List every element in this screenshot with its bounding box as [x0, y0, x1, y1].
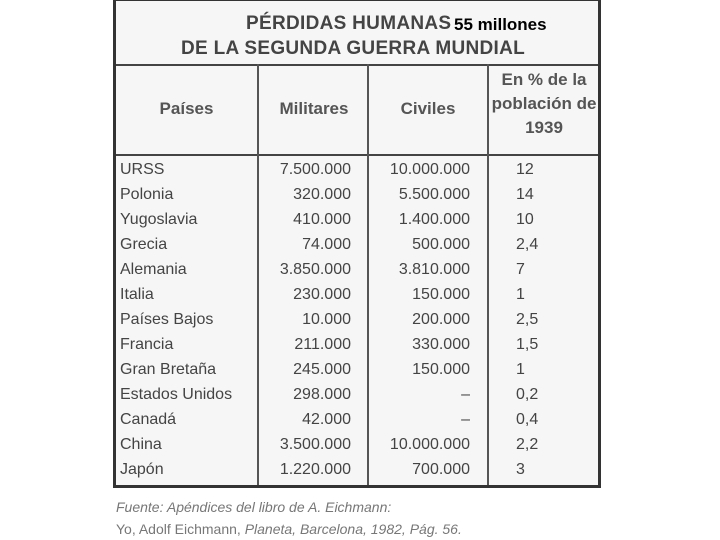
cell-country: China: [120, 436, 162, 453]
cell-country: Grecia: [120, 236, 168, 253]
cell-military: 230.000: [293, 286, 351, 303]
cell-percent: 7: [516, 261, 525, 278]
table-row: [116, 411, 598, 436]
cell-military: 410.000: [293, 211, 351, 228]
cell-percent: 0,4: [516, 411, 539, 428]
cell-civilian: 150.000: [412, 286, 470, 303]
cell-percent: 2,5: [516, 311, 539, 328]
cell-military: 245.000: [293, 361, 351, 378]
cell-percent: 1,5: [516, 336, 539, 353]
cell-military: 1.220.000: [279, 461, 351, 478]
source-book: Yo, Adolf Eichmann,: [116, 521, 245, 537]
table-title-line1: PÉRDIDAS HUMANAS: [246, 13, 452, 34]
cell-civilian: 5.500.000: [398, 186, 470, 203]
cell-military: 74.000: [302, 236, 351, 253]
table-row: [116, 211, 598, 236]
cell-country: URSS: [120, 161, 165, 178]
table-row: [116, 286, 598, 311]
cell-civilian: 500.000: [412, 236, 470, 253]
table-row: [116, 186, 598, 211]
losses-table: [113, 0, 601, 488]
table-row: [116, 261, 598, 286]
cell-military: 320.000: [293, 186, 351, 203]
cell-percent: 2,2: [516, 436, 539, 453]
cell-country: Polonia: [120, 186, 174, 203]
table-row: [116, 436, 598, 461]
cell-military: 3.850.000: [279, 261, 351, 278]
source-publisher: Planeta, Barcelona, 1982, Pág. 56.: [244, 521, 462, 537]
cell-percent: 10: [516, 211, 534, 228]
table-row: [116, 236, 598, 261]
table-title-box: [116, 1, 598, 66]
cell-civilian: –: [461, 386, 470, 403]
table-row: [116, 311, 598, 336]
cell-percent: 3: [516, 461, 525, 478]
header-porcentaje: En % de la población de 1939: [491, 70, 597, 137]
cell-percent: 2,4: [516, 236, 539, 253]
cell-military: 42.000: [302, 411, 351, 428]
cell-country: Alemania: [120, 261, 187, 278]
cell-civilian: 330.000: [412, 336, 470, 353]
cell-military: 3.500.000: [279, 436, 351, 453]
cell-country: Japón: [120, 461, 164, 478]
header-militares: Militares: [279, 99, 349, 118]
header-paises: Países: [159, 99, 214, 118]
table-row: [116, 461, 598, 486]
header-civiles: Civiles: [400, 99, 456, 118]
cell-country: Gran Bretaña: [120, 361, 217, 378]
table-row: [116, 161, 598, 186]
table-row: [116, 361, 598, 386]
cell-percent: 14: [516, 186, 534, 203]
cell-country: Italia: [120, 286, 154, 303]
cell-country: Canadá: [120, 411, 177, 428]
source-text: Apéndices del libro de A. Eichmann:: [166, 499, 392, 515]
cell-civilian: 3.810.000: [398, 261, 470, 278]
cell-civilian: 10.000.000: [389, 436, 470, 453]
table-header-row: [116, 64, 598, 156]
cell-country: Países Bajos: [120, 311, 214, 328]
cell-percent: 0,2: [516, 386, 539, 403]
cell-civilian: 1.400.000: [398, 211, 470, 228]
cell-civilian: 150.000: [412, 361, 470, 378]
total-losses-label: 55 millones: [454, 15, 547, 34]
cell-country: Yugoslavia: [120, 211, 198, 228]
cell-country: Francia: [120, 336, 174, 353]
cell-military: 211.000: [294, 336, 351, 353]
cell-country: Estados Unidos: [120, 386, 233, 403]
cell-military: 7.500.000: [279, 161, 351, 178]
table-row: [116, 336, 598, 361]
cell-military: 10.000: [302, 311, 351, 328]
source-line-1: [116, 499, 391, 515]
cell-percent: 1: [516, 361, 525, 378]
cell-civilian: 10.000.000: [389, 161, 470, 178]
cell-civilian: 200.000: [412, 311, 470, 328]
cell-civilian: 700.000: [412, 461, 470, 478]
table-title-line2: DE LA SEGUNDA GUERRA MUNDIAL: [181, 38, 526, 59]
cell-military: 298.000: [293, 386, 351, 403]
cell-percent: 12: [516, 161, 534, 178]
source-prefix: Fuente:: [116, 499, 167, 515]
cell-percent: 1: [516, 286, 525, 303]
cell-civilian: –: [461, 411, 470, 428]
table-row: [116, 386, 598, 411]
source-line-2: [116, 521, 462, 537]
